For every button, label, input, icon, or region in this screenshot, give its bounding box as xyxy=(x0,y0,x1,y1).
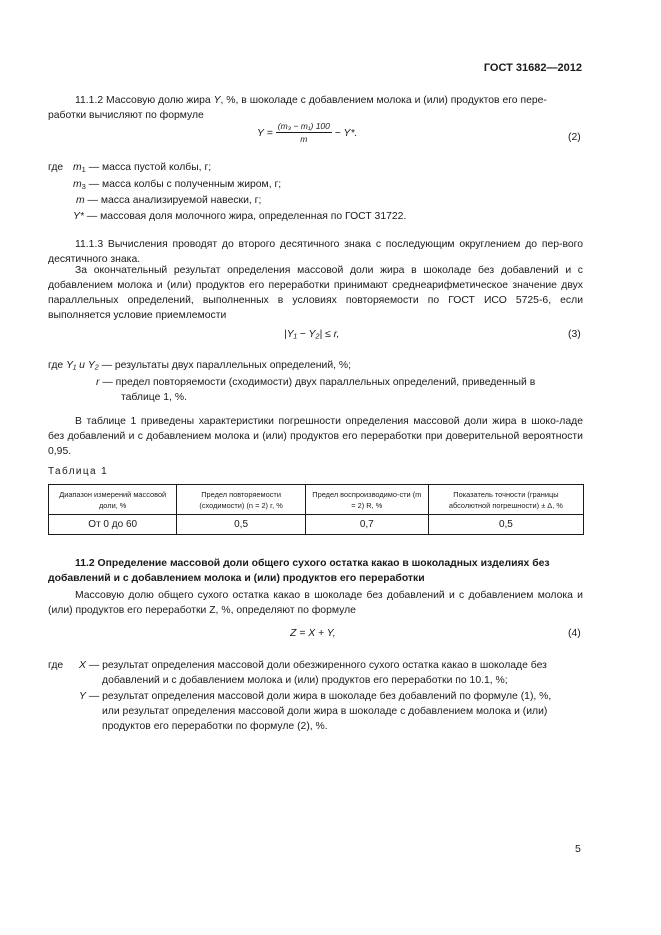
where-1-item-m1 xyxy=(73,160,211,175)
where-2-item-r-cont: таблице 1, %. xyxy=(121,392,187,403)
where-3-item-x-cont: добавлений и с добавлением молока и (или) продуктов его переработки по 10.1, %; xyxy=(102,675,508,686)
formula-2-fraction xyxy=(276,121,332,145)
where-3-item-y-cont1: или результат определения массовой доли жира в шоколаде с добавлением молока и (или) xyxy=(102,706,548,717)
paragraph-11-1-2-line2: работки вычисляют по формуле xyxy=(48,110,204,121)
table-row xyxy=(49,515,584,535)
desc-y: — результат определения массовой доли жира в шоколаде без добавлений по формуле (1), %, xyxy=(85,691,552,702)
desc-r: — предел повторяемости (сходимости) двух параллельных определений, приведенный в xyxy=(99,377,536,388)
where-3-item-y-cont2: продуктов его переработки по формуле (2), %. xyxy=(102,721,328,732)
p1-rest: , %, в шоколаде с добавлением молока и (или) продуктов его пере- xyxy=(220,95,547,106)
where-2-item-y xyxy=(48,358,351,373)
formula-2-number: (2) xyxy=(568,132,581,143)
formula-3-number: (3) xyxy=(568,329,581,340)
table-header-row xyxy=(49,485,584,515)
section-11-2-heading: 11.2 Определение массовой доли общего сухого остатка какао в шоколадных изделиях без добавлений и с добавлением молока и (или) продуктов его переработки xyxy=(48,558,550,584)
formula-4: Z = X + Y, xyxy=(290,628,336,639)
p1-var: Y xyxy=(213,95,221,106)
table-cell: 0,7 xyxy=(305,515,428,535)
desc-m3: — масса колбы с полученным жиром, г; xyxy=(85,179,282,190)
page-number: 5 xyxy=(575,843,581,855)
standard-header: ГОСТ 31682—2012 xyxy=(483,62,582,74)
desc-ystar: — массовая доля молочного жира, определенная по ГОСТ 31722. xyxy=(83,211,407,222)
table-cell: 0,5 xyxy=(177,515,305,535)
sub-1: 1 xyxy=(81,165,86,174)
desc-m: — масса анализируемой навески, г; xyxy=(84,195,262,206)
where-3-gde: где xyxy=(48,660,64,671)
table-caption: Таблица 1 xyxy=(48,466,109,477)
sym-m: m xyxy=(73,179,82,190)
formula-2-numerator: (m₃ − m₁) 100 xyxy=(277,121,330,131)
formula-2-eq: = xyxy=(263,127,276,139)
p1-lead: 11.1.2 Массовую долю жира xyxy=(75,95,214,106)
where-1-gde: где xyxy=(48,162,64,173)
formula-2-denominator: m xyxy=(300,134,308,144)
table-cell: От 0 до 60 xyxy=(49,515,177,535)
sym-m: m xyxy=(76,195,85,206)
formula-2-lhs: Y xyxy=(257,127,264,139)
formula-4-number: (4) xyxy=(568,628,581,639)
sym-r: r xyxy=(96,377,100,388)
desc-m1: — масса пустой колбы, г; xyxy=(85,162,212,173)
where-2-gde: где xyxy=(48,360,64,371)
sym-m: m xyxy=(73,162,82,173)
formula-3: |Y₁ − Y₂| ≤ r, xyxy=(284,329,340,340)
paragraph-final-result: За окончательный результат определения массовой доли жира в шоколаде без добавлений и с добавлением молока и (или) продуктов его переработки принимают среднеарифметическое значение двух параллельных определений, выполненных в условиях повторяемости по ГОСТ ИСО 5725-6, если выполняется условие приемлемости xyxy=(48,265,583,321)
table-header-cell: Предел повторяемости (сходимости) (n = 2) r, % xyxy=(177,485,305,515)
sym-x: X xyxy=(79,660,86,671)
desc-y1-y2: — результаты двух параллельных определений, %; xyxy=(98,360,352,371)
where-3-item-x xyxy=(79,658,547,673)
sub-3: 3 xyxy=(81,182,86,191)
table-cell: 0,5 xyxy=(428,515,583,535)
sym-ystar: Y* xyxy=(73,211,84,222)
table-header-cell: Предел воспроизводимо-сти (m = 2) R, % xyxy=(305,485,428,515)
sym-y: Y xyxy=(79,691,86,702)
paragraph-table-intro: В таблице 1 приведены характеристики погрешности определения массовой доли жира в шоко-ладе без добавлений и с добавлением молока и (или) продуктов его переработки при доверительной вероятности 0,95. xyxy=(48,416,583,457)
paragraph-11-1-3: 11.1.3 Вычисления проводят до второго десятичного знака с последующим округлением до пер-вого десятичного знака. xyxy=(48,239,583,265)
formula-2 xyxy=(257,121,357,145)
where-1-item-ystar xyxy=(73,209,406,224)
characteristics-table xyxy=(48,484,584,535)
sym-y1-y2: Y₁ и Y₂ xyxy=(66,360,99,371)
paragraph-11-1-2-line1 xyxy=(75,93,547,108)
desc-x: — результат определения массовой доли обезжиренного сухого остатка какао в шоколаде без xyxy=(85,660,547,671)
formula-2-tail: − Y*. xyxy=(331,127,358,139)
where-2-item-r xyxy=(96,375,535,390)
paragraph-11-2-body: Массовую долю общего сухого остатка какао в шоколаде без добавлений и с добавлением молока и (или) продуктов его переработки Z, %, определяют по формуле xyxy=(48,590,583,616)
table-header-cell: Показатель точности (границы абсолютной погрешности) ± Δ, % xyxy=(428,485,583,515)
where-1-item-m xyxy=(76,193,261,208)
where-1-item-m3 xyxy=(73,177,281,192)
where-3-item-y xyxy=(79,689,551,704)
table-header-cell: Диапазон измерений массовой доли, % xyxy=(49,485,177,515)
